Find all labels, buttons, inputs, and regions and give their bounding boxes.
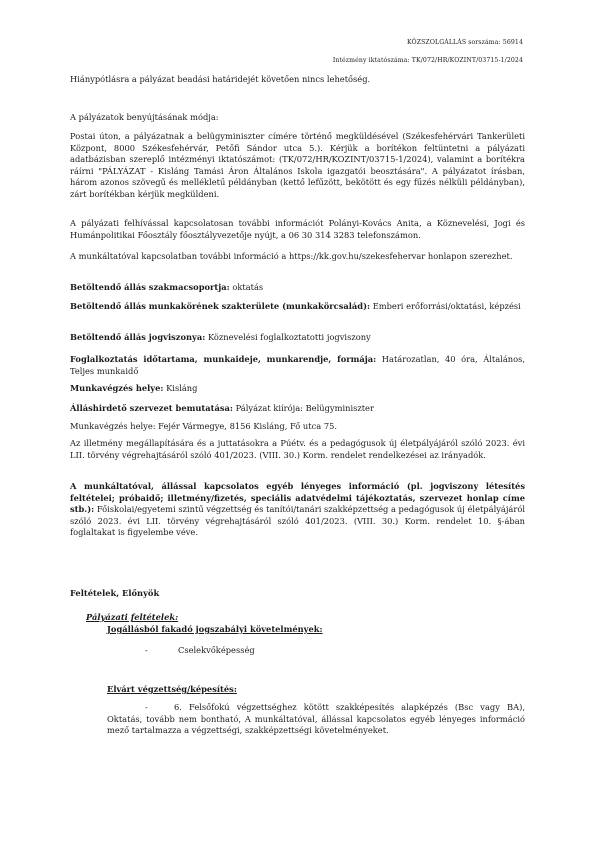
header-iktatoszam: Intézmény iktatószáma: TK/072/HR/KOZINT/03715-1/2024 xyxy=(332,57,523,64)
paragraph-postai-uton: Postai úton, a pályázatnak a belügyminiszter címére történő megküldésével (Székesfehérvári Tankerületi Központ, 8000 Székesfehérvár, Petőfi Sándor utca 5.). Kérjük a borítékon feltüntetni a pályázati adatbázisban szereplő intézményi iktatószámot: (TK/072/HR/KOZINT/03715-1/2024), valamint a borítékra ráírni "PÁLYÁZAT - Kisláng Tamási Áron Általános Iskola igazgatói beosztására". A pályázatot írásban, három azonos szövegű és mellékletű példányban (kettő lefűzött, bekötött és egy fűzés nélküli példányban), zárt borítékban kérjük megküldeni. xyxy=(70,131,525,199)
section-title-feltetelek: Feltételek, Előnyök xyxy=(70,588,160,598)
field-label: Betöltendő állás jogviszonya: xyxy=(70,332,206,342)
field-foglalkoztatas xyxy=(70,354,525,377)
field-label: Munkavégzés helye: xyxy=(70,383,164,393)
field-egyeb-lenyeges-informacio xyxy=(70,481,525,539)
field-value: oktatás xyxy=(229,282,264,292)
list-item-vegzettseg: 6. Felsőfokú végzettséghez kötött szakképesítés alapképzés (Bsc vagy BA), Oktatás, tovább nem bontható, A munkáltatóval, állással kapcsolatos egyéb lényeges információ mező tartalmazza a végzettségi, szakképzettségi követelményeket. xyxy=(107,702,525,736)
field-jogviszony xyxy=(70,332,525,344)
field-szakterulet xyxy=(70,301,525,313)
subheading-palyazati-feltetelek: Pályázati feltételek: xyxy=(86,612,179,622)
field-szakmacsoport xyxy=(70,282,525,294)
paragraph-illetmeny: Az illetmény megállapítására és a juttatásokra a Púétv. és a pedagógusok új életpályájáról szóló 2023. évi LII. törvény végrehajtásáról szóló 401/2023. (VIII. 30.) Korm. rendelet rendelkezései az irányadók. xyxy=(70,438,525,460)
field-value: Főiskolai/egyetemi szintű végzettség és tanítói/tanári szakképzettség a pedagógusok új életpályájáról szóló 2023. évi LII. törvény végrehajtásáról szóló 401/2023. (VIII. 30.) Korm. rendelet 10. §-ában foglaltakat is figyelembe véve. xyxy=(70,504,525,538)
paragraph-tovabbi-informacio: A pályázati felhívással kapcsolatosan további információt Polányi-Kovács Anita, a Köznevelési, Jogi és Humánpolitikai Főosztály főosztályvezetője nyújt, a 06 30 314 3283 telefonszámon. xyxy=(70,218,525,240)
field-value: Pályázat kiírója: Belügyminiszter xyxy=(232,403,374,413)
paragraph-munkaltato-honlap: A munkáltatóval kapcsolatban további információ a https://kk.gov.hu/szekesfehervar honlapon szerezhet. xyxy=(70,251,513,261)
paragraph-hianypotlas: Hiánypótlásra a pályázat beadási határidejét követően nincs lehetőség. xyxy=(70,74,371,84)
field-label: Betöltendő állás szakmacsoportja: xyxy=(70,282,230,292)
field-label: Álláshirdető szervezet bemutatása: xyxy=(70,403,233,413)
field-label: Betöltendő állás munkakörének szakterülete (munkakörcsalád): xyxy=(70,301,371,311)
field-value: Határozatlan, 40 óra, Általános, Teljes munkaidő xyxy=(70,354,525,376)
subheading-elvart-vegzettseg: Elvárt végzettség/képesítés: xyxy=(107,684,237,694)
list-item-cselekvokepesseg: Cselekvőképesség xyxy=(178,645,255,655)
section-title-benyujtas: A pályázatok benyújtásának módja: xyxy=(70,112,219,122)
paragraph-munkavegzes-cim: Munkavégzés helye: Fejér Vármegye, 8156 Kisláng, Fő utca 75. xyxy=(70,421,338,431)
field-munkavegzes-helye xyxy=(70,383,525,395)
subheading-jogallasbol: Jogállásból fakadó jogszabályi követelmények: xyxy=(107,624,323,634)
list-dash: - xyxy=(145,702,148,712)
field-allashirdeto xyxy=(70,403,525,415)
field-value: Kisláng xyxy=(163,383,198,393)
header-sorszam: KÖZSZOLGÁLLÁS sorszáma: 56914 xyxy=(406,39,523,46)
field-value: Emberi erőforrási/oktatási, képzési xyxy=(370,301,521,311)
field-value: Köznevelési foglalkoztatotti jogviszony xyxy=(205,332,371,342)
field-label: Foglalkoztatás időtartama, munkaideje, munkarendje, formája: xyxy=(70,354,377,364)
field-label: A munkáltatóval, állással kapcsolatos egyéb lényeges információ (pl. jogviszony létesítés feltételei; próbaidő; illetmény/fizetés, speciális adatvédelmi tájékoztatás, szervezet honlap címe stb.): xyxy=(70,481,525,515)
list-dash: - xyxy=(145,645,148,655)
